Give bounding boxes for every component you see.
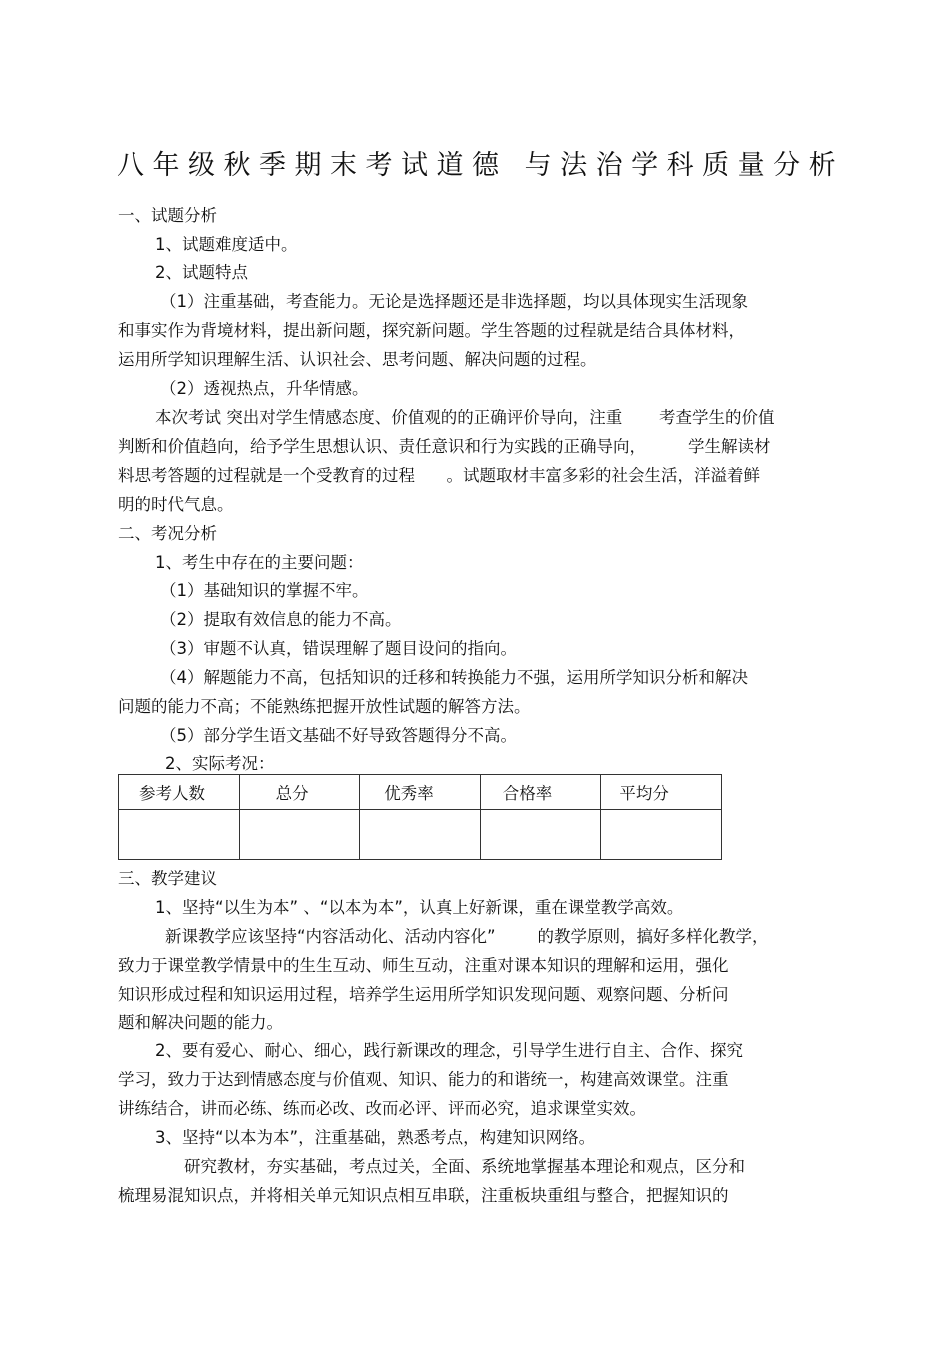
document-title: 八年级秋季期末考试道德 与法治学科质量分析: [117, 150, 845, 181]
paragraph-line: 料思考答题的过程就是一个受教育的过程 。试题取材丰富多彩的社会生活，洋溢着鲜: [118, 466, 760, 485]
paragraph-line: 本次考试 突出对学生情感态度、价值观的的正确评价导向，注重 考查学生的价值: [155, 408, 775, 427]
table-header-cell: 总分: [239, 775, 360, 810]
problem-line: （3）审题不认真，错误理解了题目设问的指向。: [160, 639, 517, 658]
table-cell: [119, 810, 240, 860]
paragraph-line: 题和解决问题的能力。: [118, 1013, 283, 1032]
problem-line: 问题的能力不高；不能熟练把握开放性试题的解答方法。: [118, 697, 531, 716]
table-header-cell: 合格率: [480, 775, 601, 810]
section1-item2: 2、试题特点: [155, 263, 248, 282]
paragraph-line: 学习，致力于达到情感态度与价值观、知识、能力的和谐统一，构建高效课堂。注重: [118, 1070, 729, 1089]
suggestion-3: 3、坚持“以本为本”，注重基础，熟悉考点，构建知识网络。: [155, 1128, 596, 1147]
suggestion-1: 1、坚持“以生为本” 、“以本为本”，认真上好新课，重在课堂教学高效。: [155, 898, 684, 917]
paragraph-line: 知识形成过程和知识运用过程，培养学生运用所学知识发现问题、观察问题、分析问: [118, 985, 729, 1004]
paragraph-line: 致力于课堂教学情景中的生生互动、师生互动，注重对课本知识的理解和运用，强化: [118, 956, 729, 975]
section1-heading: 一、试题分析: [118, 206, 217, 225]
problem-line: （1）基础知识的掌握不牢。: [160, 581, 369, 600]
table-header-row: [119, 775, 722, 810]
paragraph-line: 运用所学知识理解生活、认识社会、思考问题、解决问题的过程。: [118, 350, 597, 369]
suggestion-2: 2、要有爱心、耐心、细心，践行新课改的理念，引导学生进行自主、合作、探究: [155, 1041, 743, 1060]
problem-line: （2）提取有效信息的能力不高。: [160, 610, 402, 629]
section2-item2: 2、实际考况：: [165, 754, 275, 773]
paragraph-line: 梳理易混知识点，并将相关单元知识点相互串联，注重板块重组与整合，把握知识的: [118, 1186, 729, 1205]
table-cell: [239, 810, 360, 860]
section1-item1: 1、试题难度适中。: [155, 235, 298, 254]
paragraph-line: 研究教材，夯实基础，考点过关，全面、系统地掌握基本理论和观点，区分和: [184, 1157, 745, 1176]
section3-heading: 三、教学建议: [118, 869, 217, 888]
problem-line: （5）部分学生语文基础不好导致答题得分不高。: [160, 726, 517, 745]
problem-line: （4）解题能力不高，包括知识的迁移和转换能力不强，运用所学知识分析和解决: [160, 668, 748, 687]
table-header-cell: 平均分: [601, 775, 722, 810]
table-row: [119, 810, 722, 860]
table-cell: [360, 810, 481, 860]
table-header-cell: 参考人数: [119, 775, 240, 810]
section2-item1: 1、考生中存在的主要问题：: [155, 553, 364, 572]
paragraph-line: （1）注重基础，考查能力。无论是选择题还是非选择题，均以具体现实生活现象: [160, 292, 748, 311]
exam-results-table: [118, 774, 722, 860]
table-header-cell: 优秀率: [360, 775, 481, 810]
table-cell: [480, 810, 601, 860]
paragraph-line: 讲练结合，讲而必练、练而必改、改而必评、评而必究，追求课堂实效。: [118, 1099, 646, 1118]
table-cell: [601, 810, 722, 860]
paragraph-line: （2）透视热点，升华情感。: [160, 379, 369, 398]
paragraph-line: 明的时代气息。: [118, 495, 234, 514]
paragraph-line: 新课教学应该坚持“内容活动化、活动内容化” 的教学原则，搞好多样化教学，: [165, 927, 769, 946]
paragraph-line: 判断和价值趋向，给予学生思想认识、责任意识和行为实践的正确导向， 学生解读材: [118, 437, 771, 456]
paragraph-line: 和事实作为背境材料，提出新问题，探究新问题。学生答题的过程就是结合具体材料，: [118, 321, 745, 340]
section2-heading: 二、考况分析: [118, 524, 217, 543]
